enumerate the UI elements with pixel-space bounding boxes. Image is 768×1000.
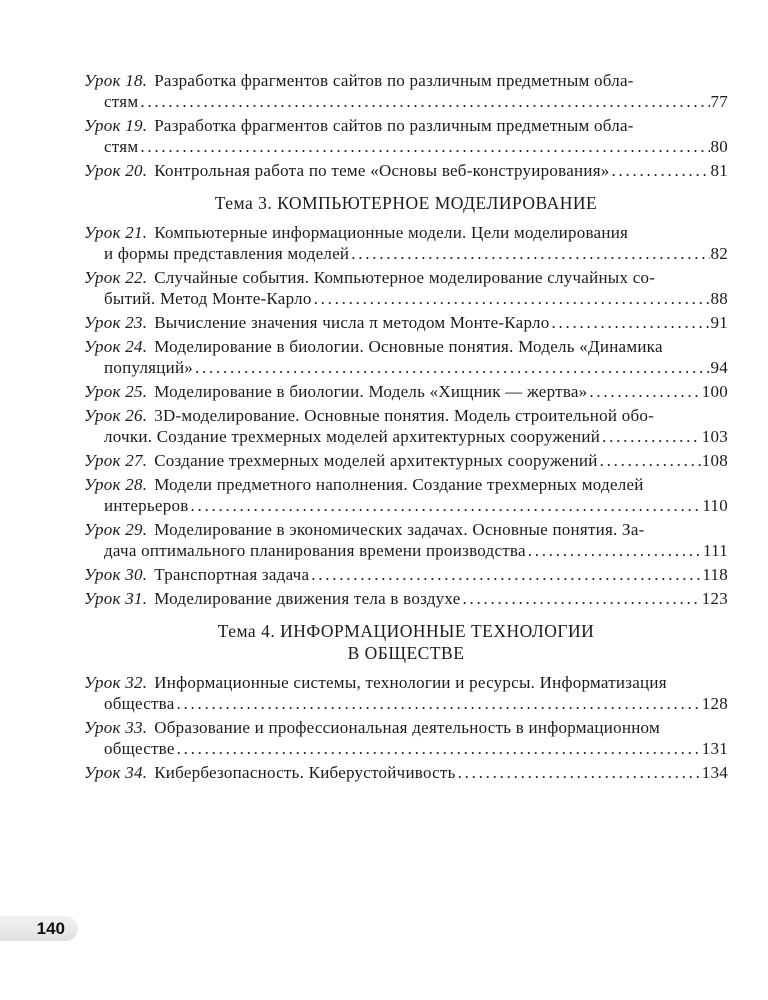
entry-title-text: и формы представления моделей <box>104 244 350 263</box>
toc-entry-line <box>84 762 728 783</box>
dot-leader <box>351 243 709 264</box>
theme-heading <box>84 620 728 664</box>
entry-title-text: общества <box>104 694 175 713</box>
entry-title-text: Вычисление значения числа π методом Монте-Карло <box>154 313 550 332</box>
toc-entry-line <box>84 160 728 181</box>
lesson-label: Урок 25. <box>84 382 148 401</box>
entry-title-text: Создание трехмерных моделей архитектурных сооружений <box>154 451 598 470</box>
entry-title-text: Компьютерные информационные модели. Цели моделирования <box>154 223 629 242</box>
dot-leader <box>177 693 701 714</box>
entry-title-text: Модели предметного наполнения. Создание трехмерных моделей <box>154 475 644 494</box>
toc-entry-line <box>84 405 728 426</box>
dot-leader <box>311 564 701 585</box>
theme-heading-line: В ОБЩЕСТВЕ <box>347 643 465 663</box>
entry-title-text: дача оптимального планирования времени производства <box>104 541 526 560</box>
entry-title-text: стям <box>104 92 139 111</box>
entry-page-number: 82 <box>710 244 728 263</box>
lesson-label: Урок 31. <box>84 589 148 608</box>
theme-heading-line: Тема 3. КОМПЬЮТЕРНОЕ МОДЕЛИРОВАНИЕ <box>214 193 598 213</box>
entry-title-text: популяций» <box>104 358 194 377</box>
toc-entry <box>84 450 728 471</box>
dot-leader <box>551 312 709 333</box>
entry-page-number: 91 <box>710 313 728 332</box>
entry-title-text: Контрольная работа по теме «Основы веб-конструирования» <box>154 161 610 180</box>
entry-title-text: Информационные системы, технологии и ресурсы. Информатизация <box>154 673 667 692</box>
toc-entry-line <box>84 450 728 471</box>
lesson-label: Урок 20. <box>84 161 148 180</box>
entry-title-text: 3D-моделирование. Основные понятия. Модель строительной обо- <box>154 406 655 425</box>
entry-title-text: интерьеров <box>104 496 189 515</box>
toc-entry-line <box>84 672 728 693</box>
entry-page-number: 94 <box>710 358 728 377</box>
toc-entry <box>84 336 728 378</box>
toc-entry-line <box>84 564 728 585</box>
entry-page-number: 118 <box>702 565 728 584</box>
entry-title-text: Кибербезопасность. Киберустойчивость <box>154 763 456 782</box>
toc-entry-line <box>84 717 728 738</box>
entry-title-text: Транспортная задача <box>154 565 310 584</box>
entry-page-number: 88 <box>710 289 728 308</box>
entry-page-number: 123 <box>701 589 728 608</box>
dot-leader <box>458 762 701 783</box>
toc-entry-line <box>104 540 728 561</box>
toc-entry-line <box>84 267 728 288</box>
entry-title-text: Моделирование в экономических задачах. Основные понятия. За- <box>154 520 645 539</box>
lesson-label: Урок 27. <box>84 451 148 470</box>
toc-entry-line <box>84 519 728 540</box>
toc-entry <box>84 115 728 157</box>
entry-title-text: лочки. Создание трехмерных моделей архитектурных сооружений <box>104 427 601 446</box>
lesson-label: Урок 34. <box>84 763 148 782</box>
toc-entry <box>84 222 728 264</box>
entry-page-number: 103 <box>701 427 728 446</box>
toc-entry-line <box>84 474 728 495</box>
page-number-badge: 140 <box>0 916 78 941</box>
toc-entry <box>84 474 728 516</box>
lesson-label: Урок 23. <box>84 313 148 332</box>
entry-title-text: обществе <box>104 739 175 758</box>
toc-entry <box>84 267 728 309</box>
toc-entry <box>84 70 728 112</box>
entry-title-text: бытий. Метод Монте-Карло <box>104 289 312 308</box>
lesson-label: Урок 30. <box>84 565 148 584</box>
entry-title-text: Моделирование движения тела в воздухе <box>154 589 461 608</box>
toc-entry-line <box>84 336 728 357</box>
toc-entry-line <box>104 426 728 447</box>
toc-entry-line <box>84 222 728 243</box>
theme-heading-line: Тема 4. ИНФОРМАЦИОННЫЕ ТЕХНОЛОГИИ <box>217 621 595 641</box>
toc-entry <box>84 405 728 447</box>
toc-entry-line <box>84 588 728 609</box>
entry-page-number: 108 <box>701 451 728 470</box>
toc-entry-line <box>84 70 728 91</box>
entry-page-number: 81 <box>710 161 728 180</box>
dot-leader <box>191 495 702 516</box>
lesson-label: Урок 21. <box>84 223 148 242</box>
toc-entry-line <box>104 738 728 759</box>
toc-entry-line <box>104 288 728 309</box>
toc-entry <box>84 312 728 333</box>
entry-page-number: 111 <box>703 541 728 560</box>
toc-entry-line <box>104 91 728 112</box>
lesson-label: Урок 28. <box>84 475 148 494</box>
entry-page-number: 134 <box>701 763 728 782</box>
entry-title-text: Моделирование в биологии. Основные понятия. Модель «Динамика <box>154 337 663 356</box>
toc-entry <box>84 160 728 181</box>
dot-leader <box>140 136 709 157</box>
dot-leader <box>140 91 709 112</box>
dot-leader <box>195 357 709 378</box>
dot-leader <box>612 160 710 181</box>
entry-title-text: стям <box>104 137 139 156</box>
toc-entry <box>84 519 728 561</box>
lesson-label: Урок 29. <box>84 520 148 539</box>
toc-entry-line <box>104 136 728 157</box>
toc-entry-line <box>84 115 728 136</box>
entry-title-text: Случайные события. Компьютерное моделирование случайных со- <box>154 268 656 287</box>
toc-entry <box>84 717 728 759</box>
entry-page-number: 100 <box>701 382 728 401</box>
entry-title-text: Разработка фрагментов сайтов по различным предметным обла- <box>154 116 634 135</box>
lesson-label: Урок 33. <box>84 718 148 737</box>
theme-heading <box>84 192 728 214</box>
toc-entry-line <box>104 693 728 714</box>
entry-page-number: 128 <box>701 694 728 713</box>
toc-entry <box>84 381 728 402</box>
lesson-label: Урок 26. <box>84 406 148 425</box>
entry-page-number: 77 <box>710 92 728 111</box>
toc-entry <box>84 762 728 783</box>
entry-title-text: Образование и профессиональная деятельность в информационном <box>154 718 660 737</box>
toc-entry <box>84 588 728 609</box>
lesson-label: Урок 19. <box>84 116 148 135</box>
dot-leader <box>177 738 701 759</box>
toc-entry <box>84 564 728 585</box>
dot-leader <box>314 288 710 309</box>
lesson-label: Урок 32. <box>84 673 148 692</box>
dot-leader <box>589 381 700 402</box>
lesson-label: Урок 22. <box>84 268 148 287</box>
entry-title-text: Разработка фрагментов сайтов по различным предметным обла- <box>154 71 634 90</box>
dot-leader <box>600 450 701 471</box>
toc-entry <box>84 672 728 714</box>
toc-entry-line <box>84 312 728 333</box>
toc-entry-line <box>104 243 728 264</box>
toc-entry-line <box>84 381 728 402</box>
lesson-label: Урок 18. <box>84 71 148 90</box>
toc-entry-line <box>104 357 728 378</box>
dot-leader <box>463 588 701 609</box>
toc-entry-line <box>104 495 728 516</box>
entry-title-text: Моделирование в биологии. Модель «Хищник — жертва» <box>154 382 588 401</box>
lesson-label: Урок 24. <box>84 337 148 356</box>
entry-page-number: 131 <box>701 739 728 758</box>
entry-page-number: 80 <box>710 137 728 156</box>
dot-leader <box>602 426 701 447</box>
dot-leader <box>528 540 702 561</box>
entry-page-number: 110 <box>702 496 728 515</box>
